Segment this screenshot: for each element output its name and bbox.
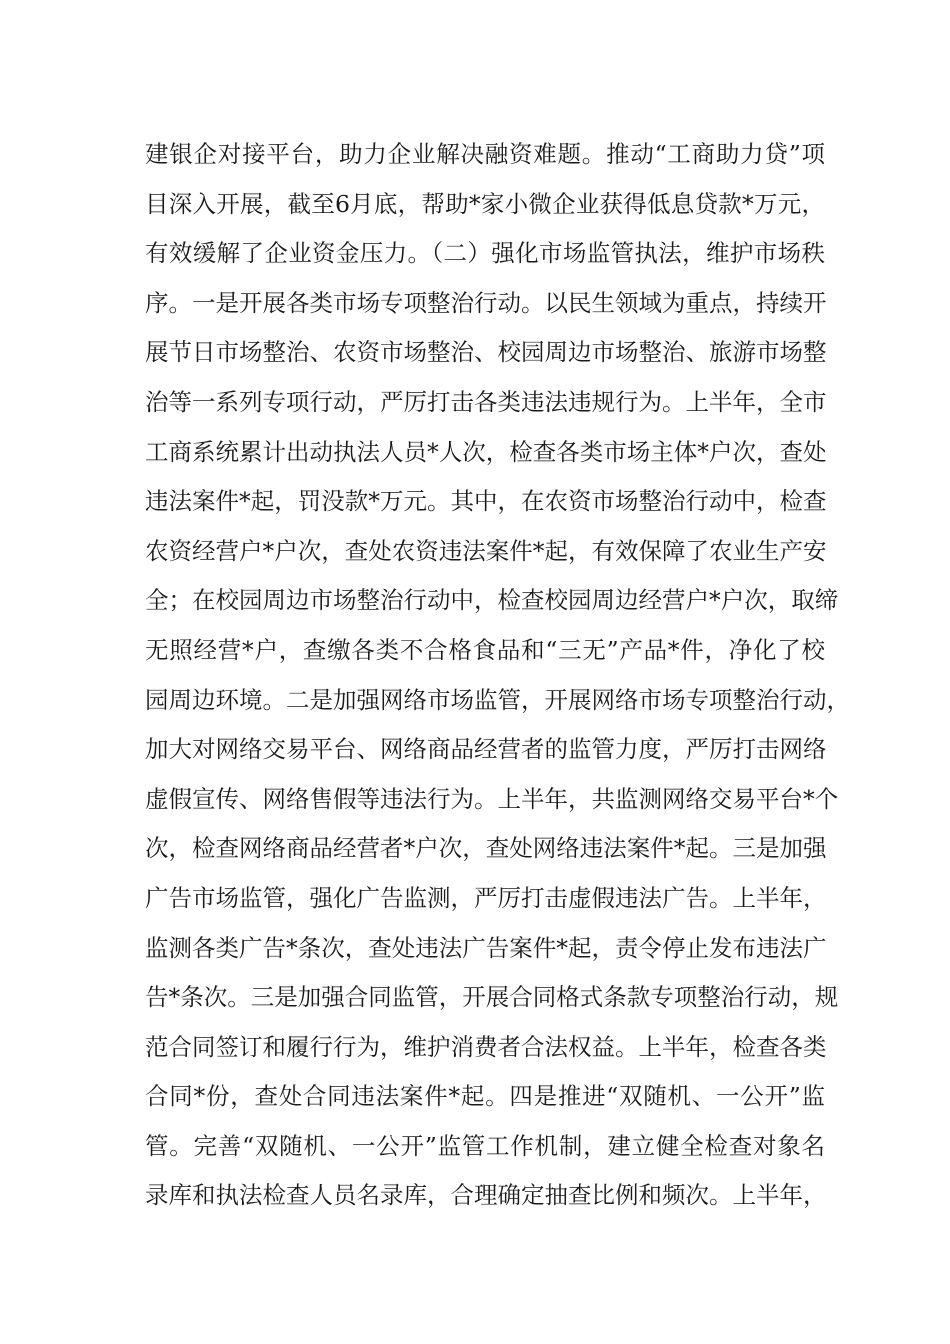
text-line: 监测各类广告*条次，查处违法广告案件*起，责令停止发布违法广 — [145, 933, 827, 962]
text-line: 录库和执法检查人员名录库，合理确定抽查比例和频次。上半年， — [145, 1181, 827, 1210]
text-line: 农资经营户*户次，查处农资违法案件*起，有效保障了农业生产安 — [145, 536, 827, 565]
text-line: 序。一是开展各类市场专项整治行动。以民生领域为重点，持续开 — [145, 288, 827, 317]
text-line: 全；在校园周边市场整治行动中，检查校园周边经营户*户次，取缔 — [145, 586, 839, 615]
text-line: 管。完善“双随机、一公开”监管工作机制，建立健全检查对象名 — [145, 1131, 825, 1160]
text-line: 建银企对接平台，助力企业解决融资难题。推动“工商助力贷”项 — [145, 140, 825, 168]
text-line: 有效缓解了企业资金压力。（二）强化市场监管执法，维护市场秩 — [145, 239, 825, 268]
text-line: 展节日市场整治、农资市场整治、校园周边市场整治、旅游市场整 — [145, 338, 827, 367]
body-text — [145, 134, 850, 1225]
text-line: 范合同签订和履行行为，维护消费者合法权益。上半年，检查各类 — [145, 1032, 827, 1061]
text-line: 目深入开展，截至6月底，帮助*家小微企业获得低息贷款*万元， — [145, 189, 825, 218]
text-line: 告*条次。三是加强合同监管，开展合同格式条款专项整治行动，规 — [145, 983, 839, 1012]
text-line: 违法案件*起，罚没款*万元。其中，在农资市场整治行动中，检查 — [145, 487, 827, 516]
text-line: 次，检查网络商品经营者*户次，查处网络违法案件*起。三是加强 — [145, 834, 827, 863]
text-line: 治等一系列专项行动，严厉打击各类违法违规行为。上半年，全市 — [145, 387, 827, 416]
text-line: 无照经营*户，查缴各类不合格食品和“三无”产品*件，净化了校 — [145, 635, 825, 664]
text-line: 工商系统累计出动执法人员*人次，检查各类市场主体*户次，查处 — [145, 437, 827, 466]
text-line: 园周边环境。二是加强网络市场监管，开展网络市场专项整治行动， — [145, 685, 850, 714]
text-line: 加大对网络交易平台、网络商品经营者的监管力度，严厉打击网络 — [145, 735, 827, 764]
text-line: 广告市场监管，强化广告监测，严厉打击虚假违法广告。上半年， — [145, 883, 827, 912]
text-line: 虚假宣传、网络售假等违法行为。上半年，共监测网络交易平台*个 — [145, 784, 839, 813]
text-line: 合同*份，查处合同违法案件*起。四是推进“双随机、一公开”监 — [145, 1082, 825, 1111]
